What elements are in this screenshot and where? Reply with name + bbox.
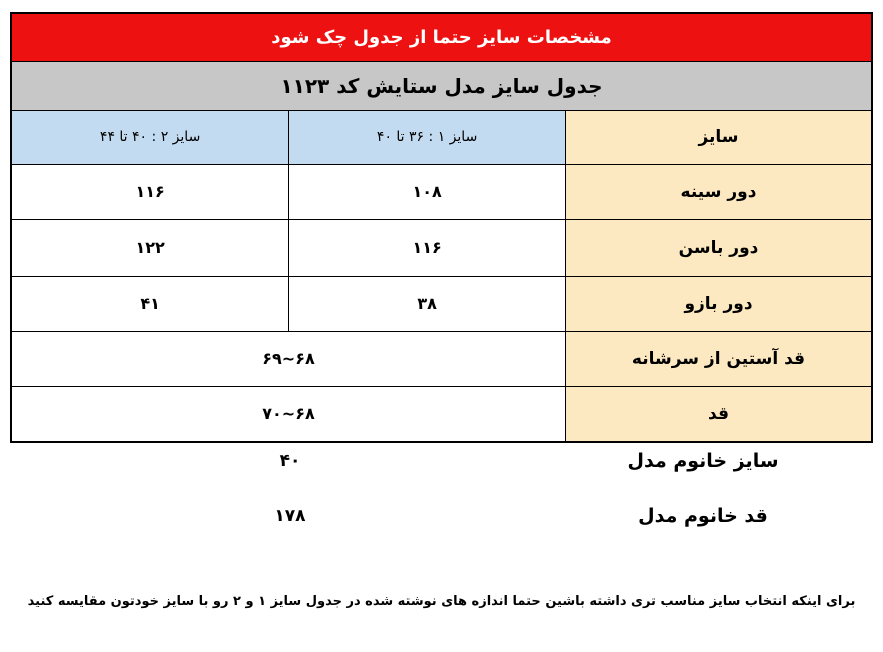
header-label-cell: سایز (566, 111, 872, 164)
row-label: دور سینه (566, 164, 872, 219)
header-size1-cell: سایز ۱ : ۳۶ تا ۴۰ (289, 111, 566, 164)
table-row (12, 219, 871, 276)
row-label: دور باسن (566, 219, 872, 276)
model-height-label: قد خانوم مدل (638, 505, 768, 527)
size-chart (10, 12, 873, 443)
table-row-merged (12, 331, 871, 386)
row-label: قد (566, 386, 872, 441)
model-height-line (0, 496, 883, 536)
table-header-row (12, 111, 871, 164)
table-row (12, 164, 871, 219)
row-merged-value: ۶۸~۶۹ (12, 331, 566, 386)
row-size2-value: ۱۱۶ (12, 164, 289, 219)
header-size2-cell: سایز ۲ : ۴۰ تا ۴۴ (12, 111, 289, 164)
table-row (12, 276, 871, 331)
row-size2-value: ۴۱ (12, 276, 289, 331)
row-size1-value: ۱۱۶ (289, 219, 566, 276)
table-row-merged (12, 386, 871, 441)
chart-title: جدول سایز مدل ستایش کد ۱۱۲۳ (12, 62, 871, 111)
model-height-value: ۱۷۸ (274, 506, 306, 526)
warning-banner: مشخصات سایز حتما از جدول چک شود (12, 14, 871, 62)
size-note: برای اینکه انتخاب سایز مناسب تری داشته باشین حتما اندازه های نوشته شده در جدول سایز ۱ و ۲ رو با سایز خودتون مقایسه کنید (27, 594, 856, 609)
row-label: قد آستین از سرشانه (566, 331, 872, 386)
model-size-value: ۴۰ (279, 451, 301, 471)
row-label: دور بازو (566, 276, 872, 331)
model-size-line (0, 441, 883, 481)
row-size1-value: ۱۰۸ (289, 164, 566, 219)
row-merged-value: ۶۸~۷۰ (12, 386, 566, 441)
size-table (12, 111, 871, 441)
row-size2-value: ۱۲۲ (12, 219, 289, 276)
model-size-label: سایز خانوم مدل (627, 450, 779, 472)
row-size1-value: ۳۸ (289, 276, 566, 331)
